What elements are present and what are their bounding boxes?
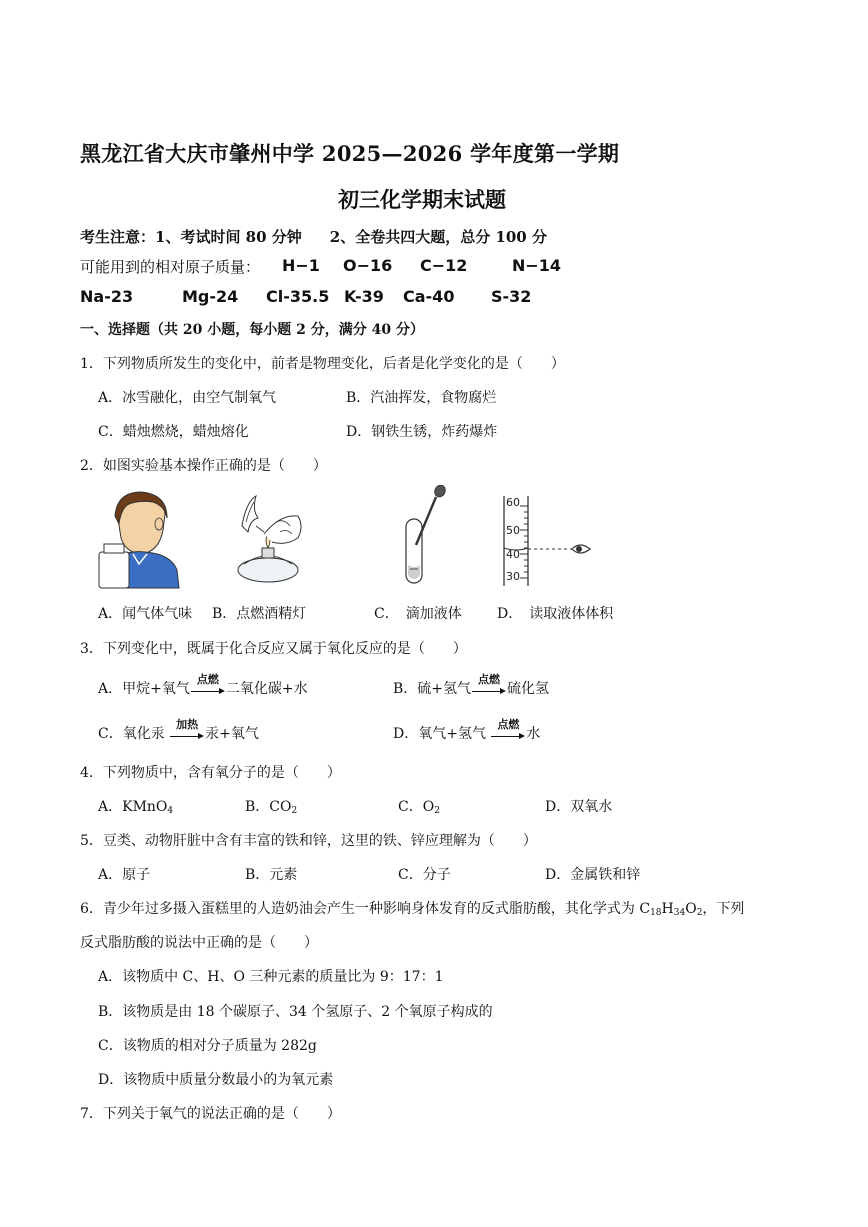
q1-option-c: C．蜡烛燃烧，蜡烛熔化 xyxy=(98,424,249,440)
q5-option-d: D．金属铁和锌 xyxy=(545,867,641,883)
exam-title-line1: 黑龙江省大庆市肇州中学 2025—2026 学年度第一学期 xyxy=(80,141,620,166)
q3-option-a: A．甲烷+氧气 点燃 二氧化碳+水 xyxy=(98,673,308,697)
atomic-mass-intro: 可能用到的相对原子质量： xyxy=(80,258,261,276)
graduated-cylinder-illustration xyxy=(498,492,598,588)
reaction-arrow: 点燃 xyxy=(472,681,506,697)
smell-gas-illustration xyxy=(95,490,185,590)
q5-option-b: B．元素 xyxy=(245,867,298,883)
q1-option-d: D．钢铁生锈，炸药爆炸 xyxy=(346,424,498,440)
q4-option-d: D．双氧水 xyxy=(545,799,613,815)
reaction-arrow: 点燃 xyxy=(191,681,225,697)
q2-option-a: A．闻气体气味 xyxy=(98,606,193,622)
q1-option-a: A．冰雪融化，由空气制氧气 xyxy=(98,390,277,406)
q4-option-a: A．KMnO$_4$ xyxy=(98,799,174,816)
cylinder-tick-60: 60 xyxy=(506,496,520,509)
atomic-mass-k: K-39 xyxy=(344,287,384,306)
cylinder-tick-50: 50 xyxy=(506,524,520,537)
atomic-mass-ca: Ca-40 xyxy=(403,287,455,306)
q3-option-d: D．氧气+氢气 点燃 水 xyxy=(393,718,541,742)
exam-title-line2: 初三化学期末试题 xyxy=(338,187,506,212)
notice-score: 2、全卷共四大题，总分 100 分 xyxy=(329,228,547,246)
reaction-arrow: 点燃 xyxy=(491,726,525,742)
q2-option-b: B．点燃酒精灯 xyxy=(212,606,307,622)
alcohol-lamp-illustration xyxy=(228,492,310,588)
q1-stem: 1．下列物质所发生的变化中，前者是物理变化，后者是化学变化的是（ ） xyxy=(80,356,565,372)
exam-notice xyxy=(80,226,547,247)
section-title-choice: 一、选择题（共 20 小题，每小题 2 分，满分 40 分） xyxy=(80,322,424,338)
dropper-illustration xyxy=(396,485,456,589)
cylinder-tick-40: 40 xyxy=(506,548,520,561)
q6-stem: 6．青少年过多摄入蛋糕里的人造奶油会产生一种影响身体发育的反式脂肪酸，其化学式为 $C_{18}H_{34}O_2$，下列 xyxy=(80,901,745,918)
q3-option-b: B．硫+氢气 点燃 硫化氢 xyxy=(393,673,550,697)
q2-stem: 2．如图实验基本操作正确的是（ ） xyxy=(80,458,327,474)
atomic-mass-n: N−14 xyxy=(512,256,562,275)
q4-option-b: B．$CO_2$ xyxy=(245,799,298,816)
q3-option-c: C．氧化汞 加热 汞+氧气 xyxy=(98,718,259,742)
q4-option-c: C．$O_2$ xyxy=(398,799,440,816)
atomic-mass-cl: Cl-35.5 xyxy=(266,287,330,306)
atomic-mass-c: C−12 xyxy=(420,256,468,275)
q6-option-a: A．该物质中 C、H、O 三种元素的质量比为 9：17：1 xyxy=(98,969,444,985)
atomic-mass-mg: Mg-24 xyxy=(182,287,239,306)
atomic-mass-na: Na-23 xyxy=(80,287,134,306)
q1-option-b: B．汽油挥发，食物腐烂 xyxy=(346,390,497,406)
atomic-mass-s: S-32 xyxy=(491,287,532,306)
q6-option-c: C．该物质的相对分子质量为 282g xyxy=(98,1038,317,1054)
q7-stem: 7．下列关于氧气的说法正确的是（ ） xyxy=(80,1106,341,1122)
q2-option-d: D． 读取液体体积 xyxy=(497,606,614,622)
reaction-arrow: 加热 xyxy=(170,726,204,742)
q6-option-d: D．该物质中质量分数最小的为氧元素 xyxy=(98,1072,334,1088)
q4-stem: 4．下列物质中，含有氧分子的是（ ） xyxy=(80,765,341,781)
cylinder-tick-30: 30 xyxy=(506,570,520,583)
q6-stem-line2: 反式脂肪酸的说法中正确的是（ ） xyxy=(80,935,318,951)
notice-time: 考生注意：1、考试时间 80 分钟 xyxy=(80,228,302,246)
atomic-mass-h: H−1 xyxy=(282,256,320,275)
q5-option-a: A．原子 xyxy=(98,867,151,883)
q5-option-c: C．分子 xyxy=(398,867,451,883)
eye-icon xyxy=(572,545,590,553)
q2-option-c: C． 滴加液体 xyxy=(374,606,462,622)
q5-stem: 5．豆类、动物肝脏中含有丰富的铁和锌，这里的铁、锌应理解为（ ） xyxy=(80,833,537,849)
atomic-mass-o: O−16 xyxy=(343,256,393,275)
q3-stem: 3．下列变化中，既属于化合反应又属于氧化反应的是（ ） xyxy=(80,641,467,657)
q6-option-b: B．该物质是由 18 个碳原子、34 个氢原子、2 个氧原子构成的 xyxy=(98,1004,493,1020)
